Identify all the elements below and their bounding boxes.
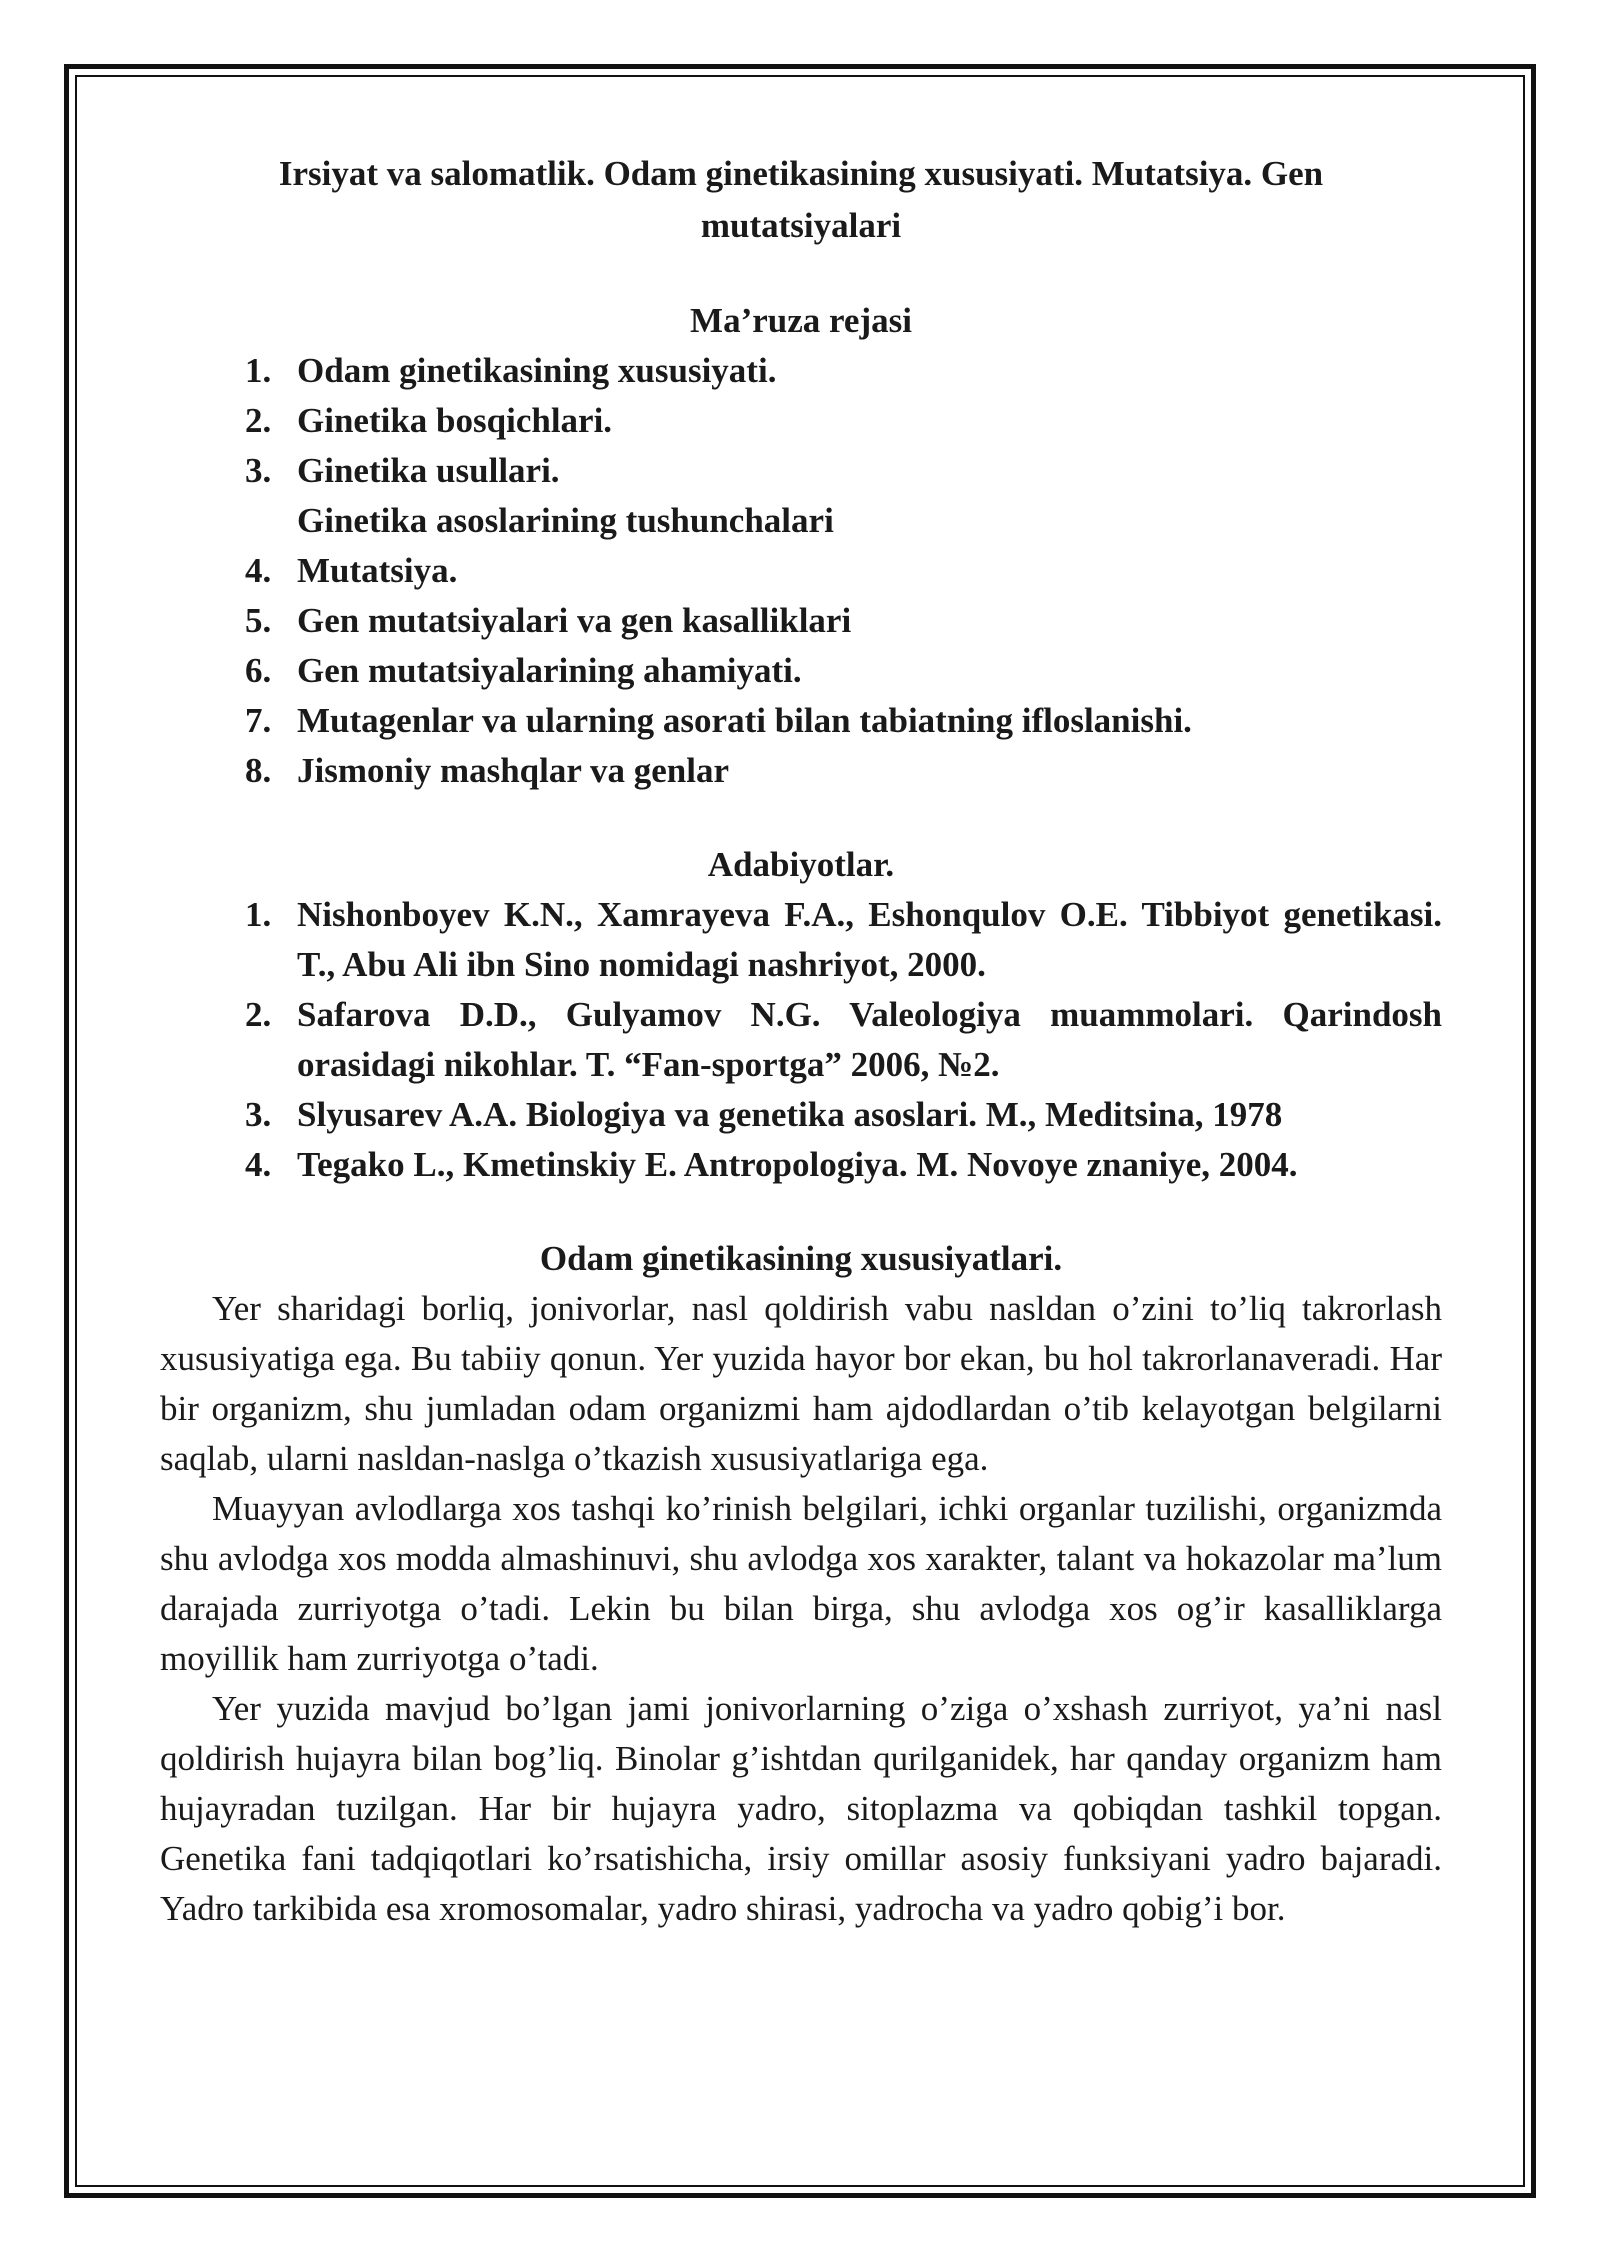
section-heading: Odam ginetikasining xususiyatlari. (539, 1239, 1063, 1278)
body-paragraph-2: Muayyan avlodlarga xos tashqi ko’rinish belgilari, ichki organlar tuzilishi, organizmda shu avlodga xos modda almashinuvi, shu avlodga xos xarakter, talant va hokazolar ma’lum darajada zurriyotga o’tadi. Lekin bu bilan birga, shu avlodga xos og’ir kasalliklarga moyillik ham zurriyotga o’tadi. (160, 1489, 1442, 1678)
plan-item-5: 5. Gen mutatsiyalari va gen kasalliklari (245, 601, 852, 640)
body-paragraph-1: Yer sharidagi borliq, jonivorlar, nasl qoldirish vabu nasldan o’zini to’liq takrorlash xususiyatiga ega. Bu tabiiy qonun. Yer yuzida hayor bor ekan, bu hol takrorlanaveradi. Har bir organizm, shu jumladan odam organizmi ham ajdodlardan o’tib kelayotgan belgilarni saqlab, ularni nasldan-naslga o’tkazish xususiyatlariga ega. (160, 1289, 1442, 1478)
literature-item-1: 1. Nishonboyev K.N., Xamrayeva F.A., Eshonqulov O.E. Tibbiyot genetikasi. T., Abu Ali ibn Sino nomidagi nashriyot, 2000. (245, 895, 1442, 984)
literature-item-2: 2. Safarova D.D., Gulyamov N.G. Valeologiya muammolari. Qarindosh orasidagi nikohlar. T. “Fan-sportga” 2006, №2. (245, 995, 1442, 1084)
plan-item-2: 2. Ginetika bosqichlari. (245, 401, 613, 440)
literature-item-3: 3. Slyusarev A.A. Biologiya va genetika asoslari. M., Meditsina, 1978 (245, 1095, 1283, 1134)
document-page (160, 148, 1442, 1934)
body-paragraph-3: Yer yuzida mavjud bo’lgan jami jonivorlarning o’ziga o’xshash zurriyot, ya’ni nasl qoldirish hujayra bilan bog’liq. Binolar g’ishtdan qurilganidek, har qanday organizm ham hujayradan tuzilgan. Har bir hujayra yadro, sitoplazma va qobiqdan tashkil topgan. Genetika fani tadqiqotlari ko’rsatishicha, irsiy omillar asosiy funksiyani yadro bajaradi. Yadro tarkibida esa xromosomalar, yadro shirasi, yadrocha va yadro qobig’i bor. (160, 1689, 1442, 1928)
plan-list (160, 346, 1442, 796)
literature-heading: Adabiyotlar. (707, 845, 895, 884)
literature-list (160, 890, 1442, 1190)
plan-item-1: 1. Odam ginetikasining xususiyati. (245, 351, 777, 390)
plan-item-7: 7. Mutagenlar va ularning asorati bilan tabiatning ifloslanishi. (245, 701, 1192, 740)
document-title: Irsiyat va salomatlik. Odam ginetikasining xususiyati. Mutatsiya. Gen mutatsiyalari (278, 154, 1324, 245)
literature-item-4: 4. Tegako L., Kmetinskiy E. Antropologiya. M. Novoye znaniye, 2004. (245, 1145, 1298, 1184)
plan-item-4: 4. Mutatsiya. (245, 551, 458, 590)
plan-item-3-sub: Ginetika asoslarining tushunchalari (297, 501, 834, 540)
plan-heading: Ma’ruza rejasi (690, 301, 912, 340)
plan-item-3: 3. Ginetika usullari. (245, 451, 560, 490)
plan-item-8: 8. Jismoniy mashqlar va genlar (245, 751, 730, 790)
plan-item-6: 6. Gen mutatsiyalarining ahamiyati. (245, 651, 802, 690)
